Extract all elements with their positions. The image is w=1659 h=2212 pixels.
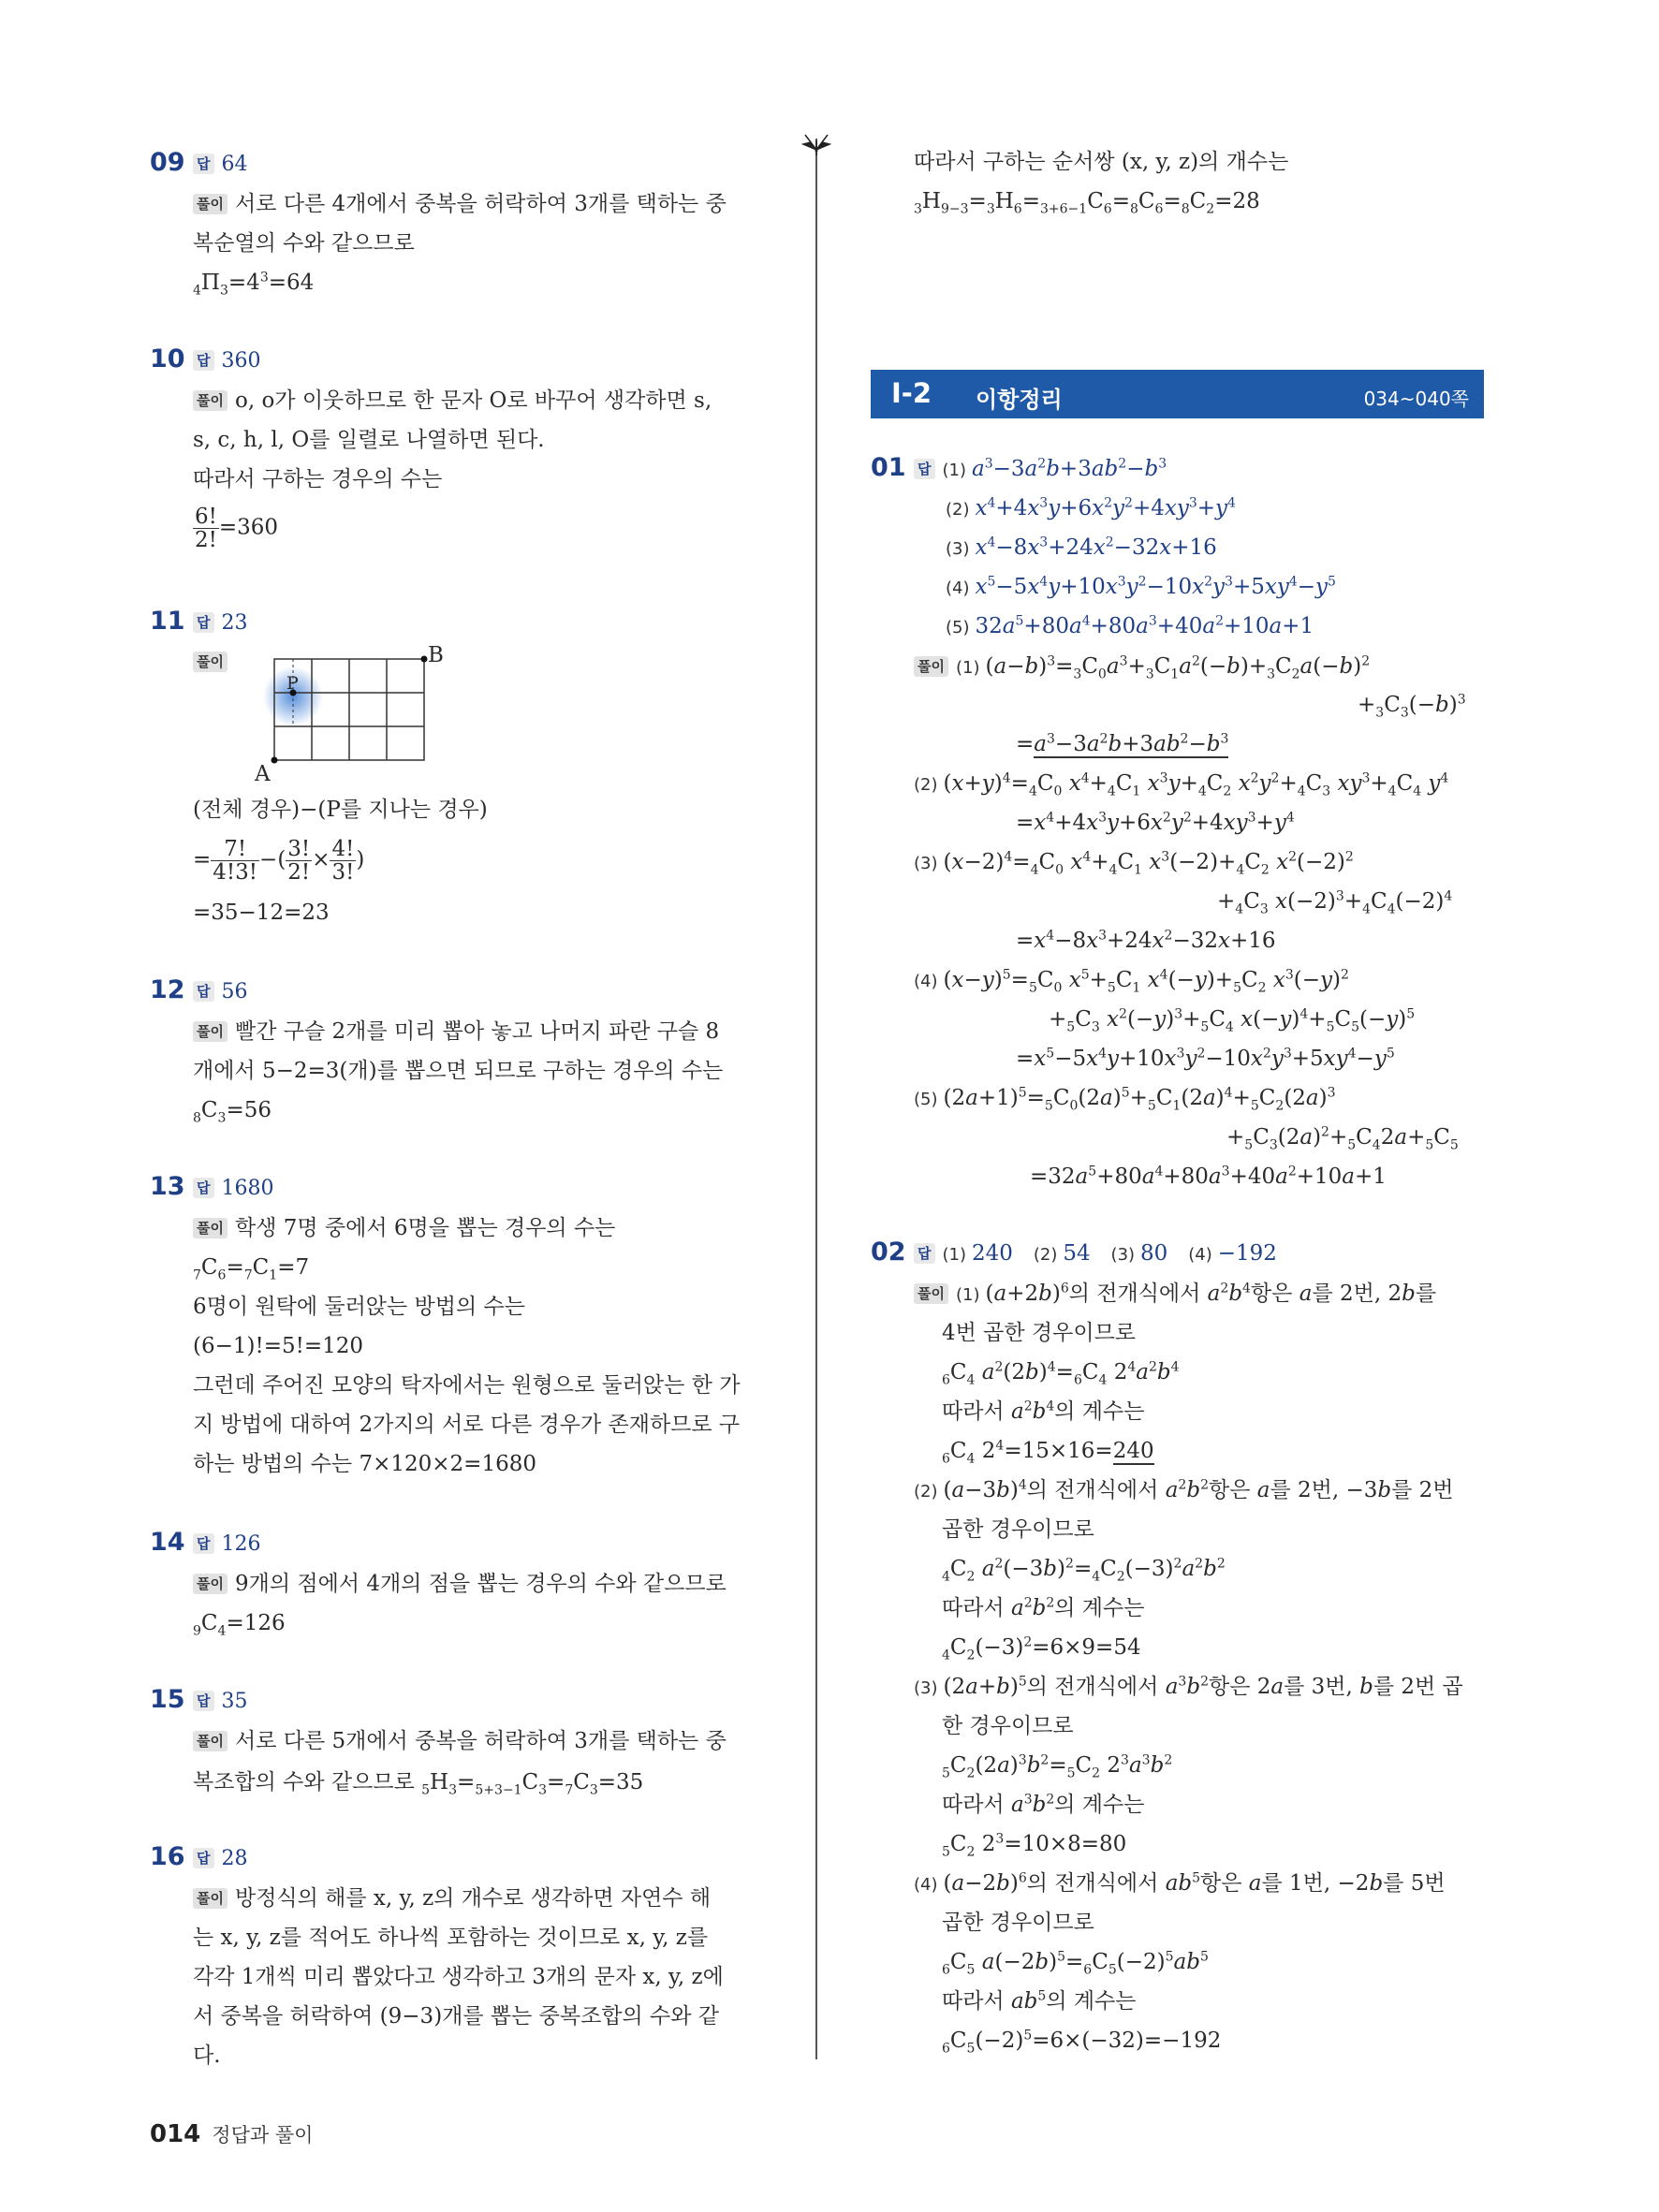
math-line: = $\frac{7!}{4!3!}$ −( $\frac{3!}{2!}$ × $\frac{4!}{3!}$ ) [193,837,365,885]
solution-line: 그런데 주어진 모양의 탁자에서는 원형으로 둘러앉는 한 가 [193,1373,741,1398]
math-line: $_4C_2$ $a^2(-3b)^2=_4C_2(-3)^2a^2b^2$ [942,1556,1226,1585]
grid-diagram [248,646,435,777]
problem-number: 01 [871,453,906,482]
problem-number: 15 [150,1685,185,1714]
answer-line: (2) $x^4+4x^3y+6x^2y^2+4xy^3+y^4$ [946,495,1236,520]
solution-line: 지 방법에 대하여 2가지의 서로 다른 경우가 존재하므로 구 [193,1413,741,1437]
solution-line: 하는 방법의 수는 7×120×2=1680 [193,1452,536,1476]
answer-line: 답 35 [193,1687,248,1716]
point-b-label: B [428,643,444,667]
answer-line: 답 23 [193,608,248,637]
math-line: $+_3C_3(-b)^3$ [1358,692,1466,721]
math-line: (5) $(2a+1)^5=_5C_0(2a)^5+_5C_1(2a)^4+_5C_2(2a)^3$ [914,1085,1336,1114]
math-line: $=x^4+4x^3y+6x^2y^2+4xy^3+y^4$ [1016,810,1295,835]
math-line: $_5C_2$ $2^3=10\times 8=80$ [942,1831,1127,1860]
solution-label: 풀이 [193,648,235,676]
footer-title: 정답과 풀이 [212,2124,314,2146]
math-line: =35−12=23 [193,901,330,925]
math-line: $_3H_{9-3}=_3H_6=_{3+6-1}C_6=_8C_6=_8C_2=28$ [914,189,1260,217]
solution-line: 풀이 9개의 점에서 4개의 점을 뽑는 경우의 수와 같으므로 [193,1570,727,1598]
solution-line: 따라서 구하는 경우의 수는 [193,467,443,491]
math-line: $_6C_4$ $2^4=15\times 16=240$ [942,1438,1154,1467]
math-line: $+_4C_3$ $x(-2)^3+_4C_4(-2)^4$ [1217,888,1453,917]
solution-line: (3) $(2a+b)^5$의 전개식에서 $a^3b^2$항은 2a를 3번, b를 2번 곱 [914,1674,1463,1699]
math-line: $_8C_3=56$ [193,1098,272,1126]
problem-number: 10 [150,344,185,374]
solution-line: 각각 1개씩 미리 뽑았다고 생각하고 3개의 문자 x, y, z에 [193,1965,724,1989]
solution-line: 곱한 경우이므로 [942,1911,1094,1935]
section-pages: 034~040쪽 [1363,388,1469,410]
problem-number: 12 [150,975,185,1004]
point-p-label: P [286,673,299,694]
point-a-label: A [255,762,271,786]
solution-line: s, c, h, l, O를 일렬로 나열하면 된다. [193,428,545,452]
ornament-icon [801,131,831,155]
answer-line: 답 56 [193,977,248,1006]
section-header [871,370,1484,418]
problem-number: 11 [150,607,185,636]
solution-line: 따라서 $ab^5$의 계수는 [942,1988,1137,2014]
math-line: $=32a^5+80a^4+80a^3+40a^2+10a+1$ [1030,1164,1387,1189]
solution-line: 한 경우이므로 [942,1714,1074,1738]
solution-line: 4번 곱한 경우이므로 [942,1321,1136,1345]
math-line: $=x^5-5x^4y+10x^3y^2-10x^2y^3+5xy^4-y^5$ [1016,1046,1395,1071]
solution-line: 따라서 $a^2b^4$의 계수는 [942,1399,1145,1424]
answer-line: 답 (1) 240 (2) 54 (3) 80 (4) −192 [914,1239,1277,1269]
solution-line: 복조합의 수와 같으므로 $_5H_3=_{5+3-1}C_3=_7C_3=35$ [193,1770,644,1798]
solution-line: 다. [193,2044,221,2068]
solution-line: 풀이 서로 다른 4개에서 중복을 허락하여 3개를 택하는 중 [193,190,727,218]
math-line: (3) $(x-2)^4=_4C_0$ $x^4+_4C_1$ $x^3(-2)+_4C_2$ $x^2(-2)^2$ [914,849,1354,878]
column-divider [815,140,817,2059]
solution-line: 풀이 o, o가 이웃하므로 한 문자 O로 바꾸어 생각하면 s, [193,387,712,415]
math-line: $=x^4-8x^3+24x^2-32x+16$ [1016,928,1276,953]
math-line: $\frac{6!}{2!}$ =360 [195,505,279,552]
solution-line: (전체 경우)−(P를 지나는 경우) [193,798,488,822]
section-title: 이항정리 [976,387,1063,413]
math-line: 풀이 (1) $(a-b)^3=_3C_0a^3+_3C_1a^2(-b)+_3C_2a(-b)^2$ [914,652,1370,682]
solution-line: 서 중복을 허락하여 (9−3)개를 뽑는 중복조합의 수와 같 [193,2004,720,2029]
math-line: (2) $(x+y)^4=_4C_0$ $x^4+_4C_1$ $x^3y+_4C_2$ $x^2y^2+_4C_3$ $xy^3+_4C_4$ $y^4$ [914,770,1449,799]
math-line: $+_5C_3$ $x^2(-y)^3+_5C_4$ $x(-y)^4+_5C_5(-y)^5$ [1049,1006,1416,1035]
answer-line: 답 (1) $a^3-3a^2b+3ab^2-b^3$ [914,455,1167,485]
solution-line: 따라서 $a^3b^2$의 계수는 [942,1792,1145,1817]
math-line: $_5C_2(2a)^3b^2=_5C_2$ $2^3a^3b^2$ [942,1752,1173,1781]
solution-line: (4) $(a-2b)^6$의 전개식에서 $ab^5$항은 a를 1번, −2b를 5번 [914,1870,1446,1896]
math-line: $_4C_2(-3)^2=6\times 9=54$ [942,1634,1141,1663]
math-line: $+_5C_3(2a)^2+_5C_42a+_5C_5$ [1226,1124,1459,1153]
answer-line: (3) $x^4-8x^3+24x^2-32x+16$ [946,535,1217,560]
problem-number: 16 [150,1842,185,1871]
math-line: (6−1)!=5!=120 [193,1334,364,1358]
solution-line: 곱한 경우이므로 [942,1517,1094,1542]
answer-line: (5) $32a^5+80a^4+80a^3+40a^2+10a+1$ [946,613,1314,638]
problem-number: 13 [150,1172,185,1201]
math-line: (4) $(x-y)^5=_5C_0$ $x^5+_5C_1$ $x^4(-y)+_5C_2$ $x^3(-y)^2$ [914,967,1349,996]
answer-line: 답 126 [193,1530,261,1559]
answer-line: 답 28 [193,1844,248,1873]
problem-number: 02 [871,1238,906,1267]
section-code: Ⅰ-2 [891,377,932,409]
math-line: $=a^3-3a^2b+3ab^2-b^3$ [1016,731,1229,756]
solution-line: 따라서 구하는 순서쌍 (x, y, z)의 개수는 [914,150,1289,174]
math-line: $_4\Pi_3=4^3=64$ [193,270,315,299]
answer-line: 답 360 [193,346,261,375]
solution-line: 는 x, y, z를 적어도 하나씩 포함하는 것이므로 x, y, z를 [193,1926,709,1950]
problem-number: 09 [150,148,185,177]
solution-line: 6명이 원탁에 둘러앉는 방법의 수는 [193,1295,525,1319]
solution-line: 풀이 방정식의 해를 x, y, z의 개수로 생각하면 자연수 해 [193,1884,711,1912]
answer-line: (4) $x^5-5x^4y+10x^3y^2-10x^2y^3+5xy^4-y^5$ [946,574,1336,599]
math-line: $_6C_4$ $a^2(2b)^4=_6C_4$ $2^4a^2b^4$ [942,1359,1180,1388]
solution-line: 따라서 $a^2b^2$의 계수는 [942,1595,1145,1620]
solution-line: 풀이 서로 다른 5개에서 중복을 허락하여 3개를 택하는 중 [193,1727,727,1755]
page-number: 014 [150,2120,201,2148]
problem-number: 14 [150,1528,185,1557]
answer-line: 답 1680 [193,1174,274,1203]
math-line: $_6C_5$ $a(-2b)^5=_6C_5(-2)^5ab^5$ [942,1949,1209,1978]
solution-line: 풀이 학생 7명 중에서 6명을 뽑는 경우의 수는 [193,1214,615,1242]
page-footer [150,2120,313,2148]
solution-line: 풀이 빨간 구슬 2개를 미리 뽑아 놓고 나머지 파란 구슬 8 [193,1018,719,1046]
math-line: $_9C_4=126$ [193,1611,286,1639]
solution-line: 풀이 (1) $(a+2b)^6$의 전개식에서 $a^2b^4$항은 a를 2번, 2b를 [914,1280,1436,1310]
solution-line: 개에서 5−2=3(개)를 뽑으면 되므로 구하는 경우의 수는 [193,1059,724,1083]
answer-line: 답 64 [193,150,248,179]
solution-line: (2) $(a-3b)^4$의 전개식에서 $a^2b^2$항은 a를 2번, −3b를 2번 [914,1477,1454,1502]
solution-line: 복순열의 수와 같으므로 [193,231,415,256]
math-line: $_7C_6=_7C_1=7$ [193,1255,310,1283]
math-line: $_6C_5(-2)^5=6\times(-32)=-192$ [942,2028,1222,2057]
